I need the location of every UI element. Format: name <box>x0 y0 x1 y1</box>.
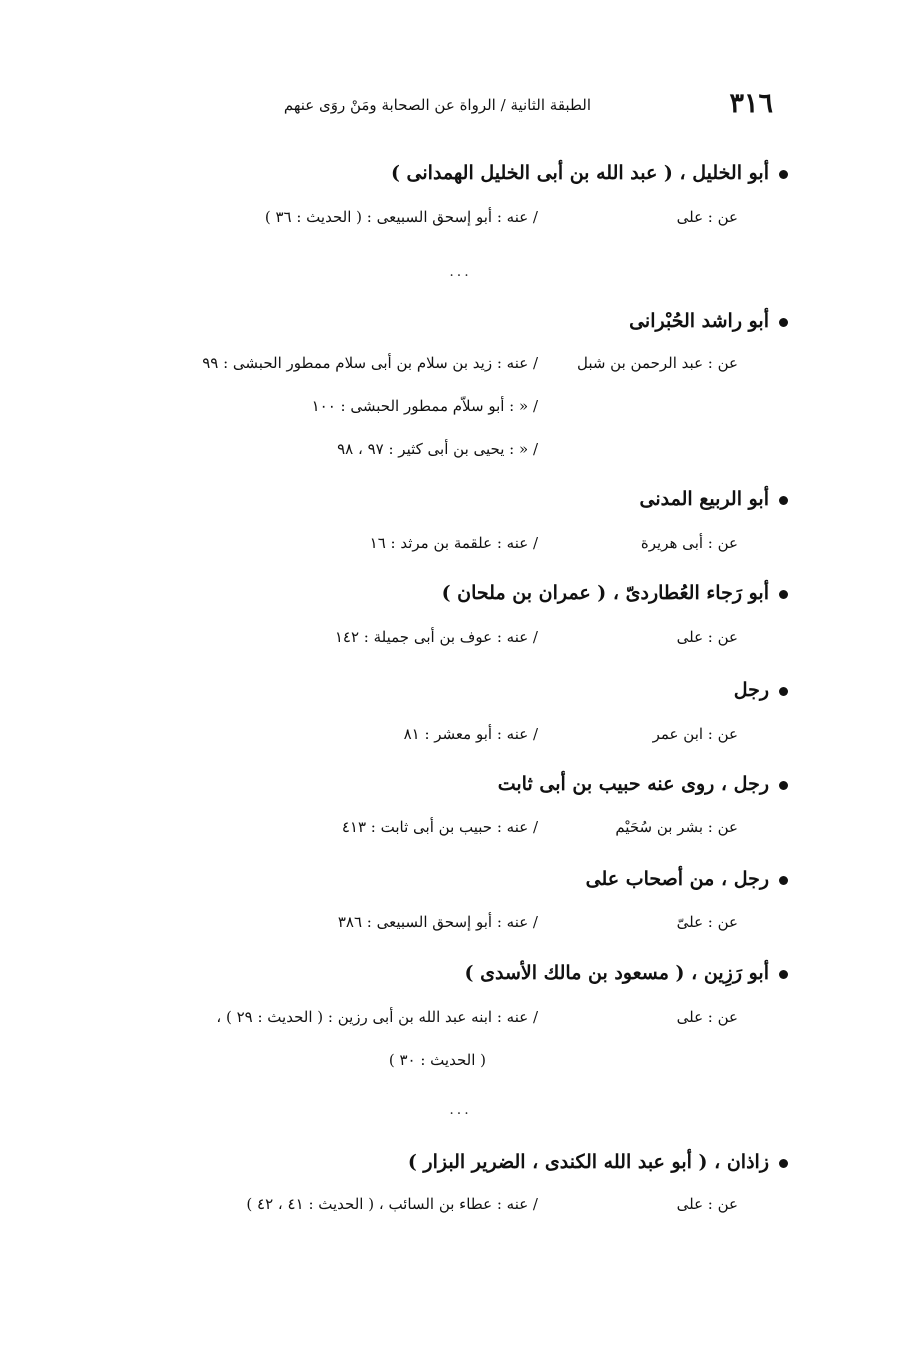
narrates-from: عن : على <box>676 1008 738 1026</box>
bullet-icon <box>779 170 788 179</box>
entry-title-text: أبو رَزِين ، ( مسعود بن مالك الأسدى ) <box>464 962 769 984</box>
bullet-icon <box>779 496 788 505</box>
narration-row <box>0 913 921 941</box>
bullet-icon <box>779 876 788 885</box>
narration-row <box>0 397 921 425</box>
narrates-from: عن : علىّ <box>676 913 738 931</box>
bullet-icon <box>779 781 788 790</box>
narrates-from: عن : ابن عمر <box>652 725 738 743</box>
narrated-by: / عنه : زيد بن سلام بن أبى سلام ممطور الحبشى : ٩٩ <box>202 354 538 372</box>
narrates-from: عن : أبى هريرة <box>640 534 738 552</box>
entry-title-text: زاذان ، ( أبو عبد الله الكندى ، الضرير البزار ) <box>407 1151 769 1173</box>
narrates-from: عن : على <box>676 208 738 226</box>
narration-row <box>0 440 921 468</box>
narrated-by: / عنه : حبيب بن أبى ثابت : ٤١٣ <box>341 818 538 836</box>
narration-row <box>0 534 921 562</box>
narration-row <box>0 628 921 656</box>
narrated-by: / عنه : أبو إسحق السبيعى : ( الحديث : ٣٦ ) <box>264 208 538 226</box>
narrated-by: / عنه : عوف بن أبى جميلة : ١٤٢ <box>334 628 538 646</box>
narration-row <box>0 1051 921 1079</box>
narrated-by: / عنه : عطاء بن السائب ، ( الحديث : ٤١ ، ٤٢ ) <box>246 1195 538 1213</box>
entry-title <box>391 162 788 184</box>
running-head: الطبقة الثانية / الرواة عن الصحابة ومَنْ روَى عنهم <box>283 96 591 114</box>
page-number: ٣١٦ <box>729 88 773 119</box>
entry-title <box>640 488 788 510</box>
entry-title <box>586 868 788 890</box>
bullet-icon <box>779 1159 788 1168</box>
narration-row <box>0 1195 921 1223</box>
entry-title-text: أبو الربيع المدنى <box>639 488 769 510</box>
narrated-by: / عنه : ابنه عبد الله بن أبى رزين : ( الحديث : ٢٩ ) ، <box>216 1008 538 1026</box>
narrated-by: / عنه : علقمة بن مرثد : ١٦ <box>369 534 538 552</box>
bullet-icon <box>779 687 788 696</box>
narrated-by: / « : أبو سلاّم ممطور الحبشى : ١٠٠ <box>311 397 538 415</box>
separator: ... <box>449 1102 472 1118</box>
narrates-from: عن : عبد الرحمن بن شبل <box>576 354 738 372</box>
narrates-from: عن : على <box>676 628 738 646</box>
entry-title <box>734 679 788 701</box>
narration-row <box>0 354 921 382</box>
narration-row <box>0 208 921 236</box>
entry-title-text: رجل ، من أصحاب على <box>585 868 769 890</box>
entry-title <box>498 773 788 795</box>
narrated-by-continued: ( الحديث : ٣٠ ) <box>388 1051 486 1069</box>
entry-title-text: أبو راشد الحُبْرانى <box>629 310 769 332</box>
narrated-by: / « : يحيى بن أبى كثير : ٩٧ ، ٩٨ <box>337 440 538 458</box>
bullet-icon <box>779 970 788 979</box>
entry-title <box>629 310 788 332</box>
narrates-from: عن : على <box>676 1195 738 1213</box>
narration-row <box>0 1008 921 1036</box>
narrated-by: / عنه : أبو إسحق السبيعى : ٣٨٦ <box>337 913 538 931</box>
narration-row <box>0 725 921 753</box>
entry-title <box>442 582 788 604</box>
narrates-from: عن : بشر بن سُحَيْم <box>615 818 738 836</box>
entry-title <box>408 1151 788 1173</box>
entry-title-text: أبو رَجاء العُطاردىّ ، ( عمران بن ملحان ) <box>441 582 769 604</box>
entry-title-text: رجل <box>733 679 769 701</box>
entry-title-text: رجل ، روى عنه حبيب بن أبى ثابت <box>497 773 769 795</box>
narrated-by: / عنه : أبو معشر : ٨١ <box>403 725 538 743</box>
entry-title <box>465 962 788 984</box>
separator: ... <box>449 264 472 280</box>
narration-row <box>0 818 921 846</box>
entry-title-text: أبو الخليل ، ( عبد الله بن أبى الخليل الهمدانى ) <box>390 162 769 184</box>
bullet-icon <box>779 318 788 327</box>
bullet-icon <box>779 590 788 599</box>
